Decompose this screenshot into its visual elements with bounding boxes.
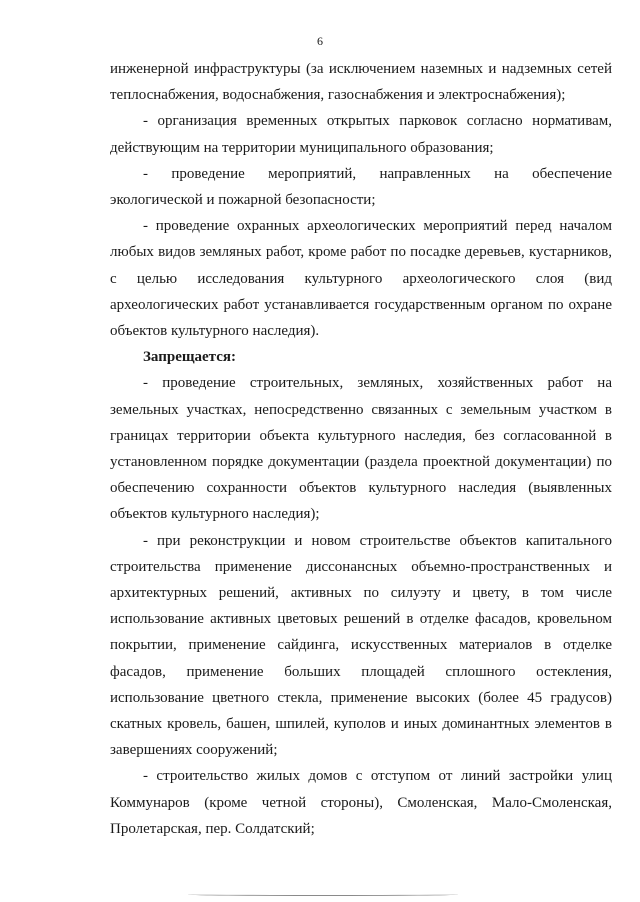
paragraph-prohibited-works: - проведение строительных, земляных, хозяйственных работ на земельных участках, непосредственно связанных с земельным участком в границах территории объекта культурного наследия, без согласованной в установленном порядке документации (раздела проектной документации) по обеспечению сохранности объектов культурного наследия (выявленных объектов культурного наследия); (110, 375, 612, 523)
scan-artifact-line (188, 893, 458, 896)
paragraph-residential-construction: - строительство жилых домов с отступом от линий застройки улиц Коммунаров (кроме четной стороны), Смоленская, Мало-Смоленская, Пролетарская, пер. Солдатский; (110, 768, 612, 837)
page-number: 6 (317, 34, 323, 48)
paragraph-prohibited-architecture: - при реконструкции и новом строительстве объектов капитального строительства применение диссонансных объемно-пространственных и архитектурных решений, активных по силуэту и цвету, в том числе использование активных цветовых решений в отделке фасадов, кровельном покрытии, применение сайдинга, искусственных материалов в отделке фасадов, применение больших площадей сплошного остекления, использование цветного стекла, применение высоких (более 45 градусов) скатных кровель, башен, шпилей, куполов и иных доминантных элементов в завершениях сооружений; (110, 532, 612, 759)
section-heading-prohibited: Запрещается: (143, 349, 237, 366)
paragraph-temporary-parking: - организация временных открытых парковок согласно нормативам, действующим на территории муниципального образования; (110, 113, 612, 156)
document-body (110, 56, 616, 842)
paragraph-archaeological-measures: - проведение охранных археологических мероприятий перед началом любых видов земляных работ, кроме работ по посадке деревьев, кустарников, с целью исследования культурного археологического слоя (вид археологических работ устанавливается государственным органом по охране объектов культурного наследия). (110, 218, 612, 340)
paragraph-ecological-safety: - проведение мероприятий, направленных на обеспечение экологической и пожарной безопасности; (110, 165, 616, 209)
paragraph-engineering-infrastructure: инженерной инфраструктуры (за исключением наземных и надземных сетей теплоснабжения, водоснабжения, газоснабжения и электроснабжения); (110, 61, 612, 104)
